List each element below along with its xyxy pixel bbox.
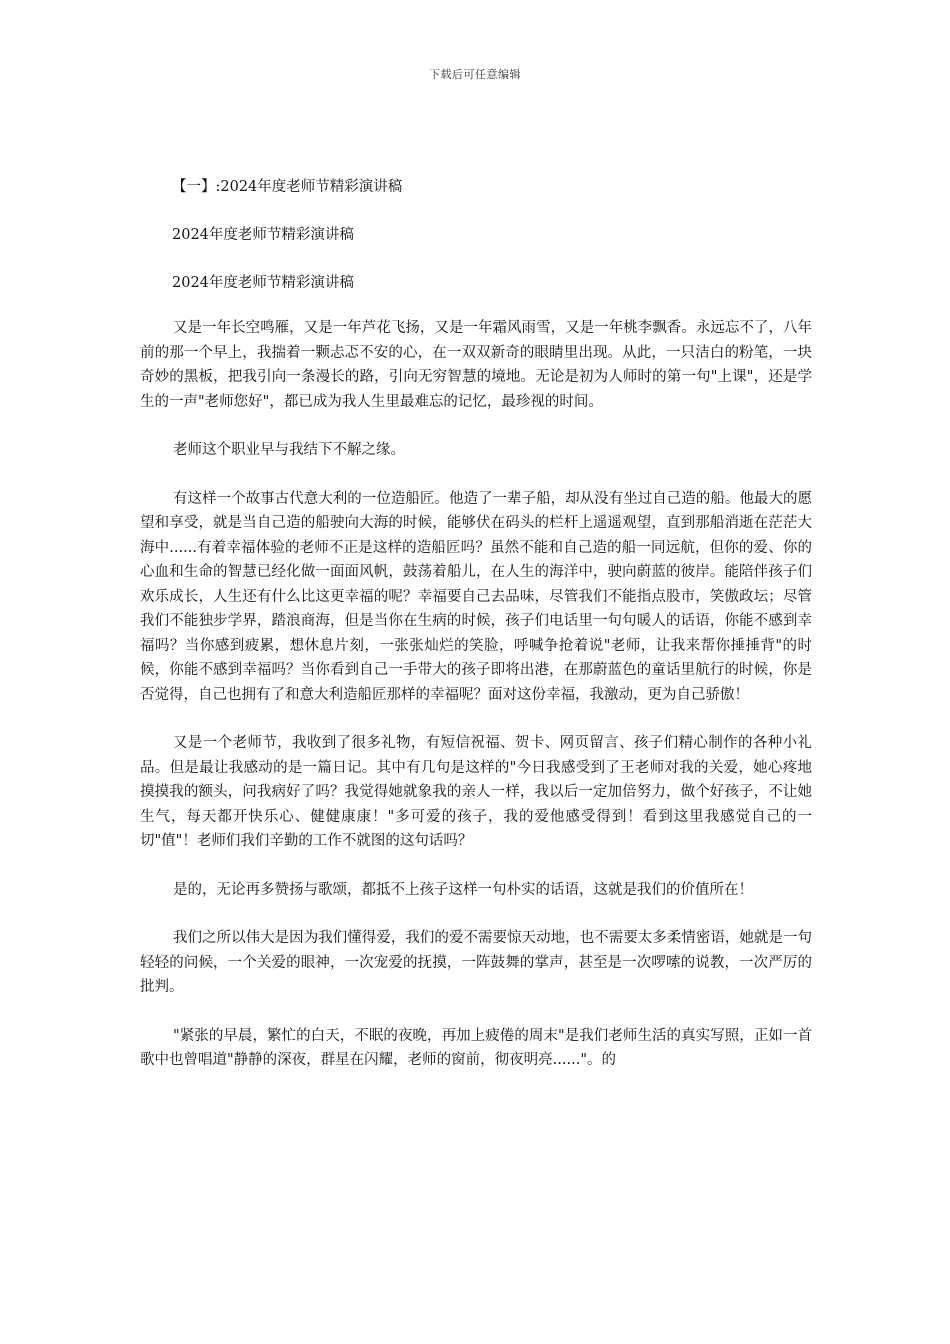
- page-header: 下载后可任意编辑: [429, 68, 521, 81]
- paragraph-1: 又是一年长空鸣雁，又是一年芦花飞扬，又是一年霜风雨雪，又是一年桃李飘香。永远忘不了，八年前的那一个早上，我揣着一颗忐忑不安的心，在一双双新奇的眼睛里出现。从此，一只洁白的粉笔，一块奇妙的黑板，把我引向一条漫长的路，引向无穷智慧的境地。无论是初为人师时的第一句"上课"，还是学生的一声"老师您好"，都已成为我人生里最难忘的记忆，最珍视的时间。: [140, 320, 812, 410]
- paragraph-4: 又是一个老师节，我收到了很多礼物，有短信祝福、贺卡、网页留言、孩子们精心制作的各种小礼品。但是最让我感动的是一篇日记。其中有几句是这样的"今日我感受到了王老师对我的关爱，她心疼地摸摸我的额头，问我病好了吗？我觉得她就象我的亲人一样，我以后一定加倍努力，做个好孩子，不让她生气，每天都开快乐心、健健康康！"多可爱的孩子，我的爱他感受得到！看到这里我感觉自己的一切"值"！老师们我们辛勤的工作不就图的这句话吗？: [140, 735, 812, 849]
- paragraph-2: 老师这个职业早与我结下不解之缘。: [173, 442, 405, 458]
- section-title: 【一】:2024年度老师节精彩演讲稿: [172, 179, 403, 195]
- paragraph-3: 有这样一个故事古代意大利的一位造船匠。他造了一辈子船，却从没有坐过自己造的船。他最大的愿望和享受，就是当自己造的船驶向大海的时候，能够伏在码头的栏杆上遥遥观望，直到那船消逝在茫茫大海中......有着幸福体验的老师不正是这样的造船匠吗？虽然不能和自己造的船一同远航，但你的爱、你的心血和生命的智慧已经化做一面面风帆，鼓荡着船儿，在人生的海洋中，驶向蔚蓝的彼岸。能陪伴孩子们欢乐成长，人生还有什么比这更幸福的呢？幸福要自己去品味，尽管我们不能指点股市，笑傲政坛；尽管我们不能独步学界，踏浪商海，但是当你在生病的时候，孩子们电话里一句句暖人的话语，你能不感到幸福吗？当你感到疲累，想休息片刻，一张张灿烂的笑脸，呼喊争抢着说"老师，让我来帮你捶捶背"的时候，你能不感到幸福吗？当你看到自己一手带大的孩子即将出港，在那蔚蓝色的童话里航行的时候，你是否觉得，自己也拥有了和意大利造船匠那样的幸福呢？面对这份幸福，我激动，更为自己骄傲！: [140, 490, 812, 703]
- paragraph-7: "紧张的早晨，繁忙的白天，不眠的夜晚，再加上疲倦的周末"是我们老师生活的真实写照，正如一首歌中也曾唱道"静静的深夜，群星在闪耀，老师的窗前，彻夜明亮......"。的: [140, 1027, 812, 1068]
- document-title: 2024年度老师节精彩演讲稿: [172, 227, 354, 243]
- document-subtitle: 2024年度老师节精彩演讲稿: [172, 275, 354, 291]
- paragraph-5: 是的，无论再多赞扬与歌颂，都抵不上孩子这样一句朴实的话语，这就是我们的价值所在！: [173, 881, 753, 898]
- paragraph-6: 我们之所以伟大是因为我们懂得爱，我们的爱不需要惊天动地，也不需要太多柔情密语，她就是一句轻轻的问候，一个关爱的眼神，一次宠爱的抚摸，一阵鼓舞的掌声，甚至是一次啰嗦的说教，一次严厉的批判。: [140, 930, 812, 995]
- document-body: [140, 176, 812, 1097]
